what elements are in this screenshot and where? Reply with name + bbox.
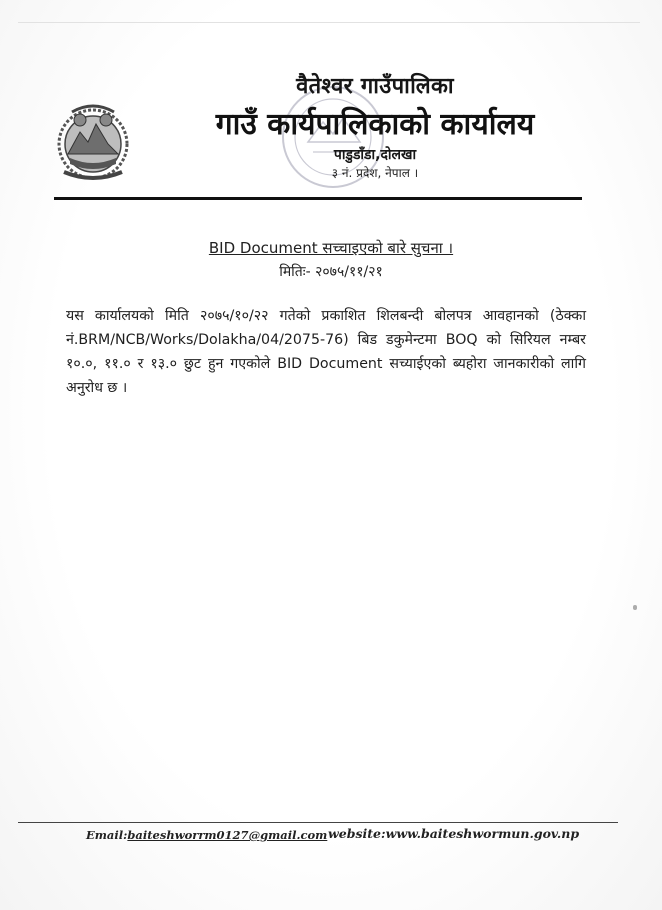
letterhead <box>160 70 590 181</box>
municipality-name: वैतेश्वर गाउँपालिका <box>296 74 454 99</box>
footer-email <box>86 828 327 842</box>
footer-website[interactable]: website:www.baiteshwormun.gov.np <box>328 826 580 841</box>
footer-divider <box>18 822 618 823</box>
office-address: पाडुडाँडा,दोलखा <box>333 147 417 163</box>
email-label: Email: <box>86 828 128 842</box>
notice-date: मितिः- २०७५/११/२१ <box>279 264 383 280</box>
notice-title <box>0 238 662 258</box>
scan-speck <box>633 605 637 610</box>
email-link[interactable]: baiteshworrm0127@gmail.com <box>127 828 328 842</box>
scan-top-edge <box>18 22 640 23</box>
header-divider <box>54 197 582 200</box>
office-name: गाउँ कार्यपालिकाको कार्यालय <box>215 107 535 142</box>
notice-body: यस कार्यालयको मिति २०७५/१०/२२ गतेको प्रकाशित शिलबन्दी बोलपत्र आवहानको (ठेक्का नं.BRM/NCB/Works/Dolakha/04/2075-76) बिड डकुमेन्टमा BOQ को सिरियल नम्बर १०.०, ११.० र १३.० छुट हुन गएकोले BID Document सच्याईएको ब्यहोरा जानकारीको लागि अनुरोध छ । <box>66 308 586 396</box>
nepal-emblem-icon <box>50 98 136 184</box>
notice-title-text: BID Document सच्चाइएको बारे सुचना । <box>208 239 454 257</box>
province-country: ३ नं. प्रदेश, नेपाल । <box>331 166 419 180</box>
